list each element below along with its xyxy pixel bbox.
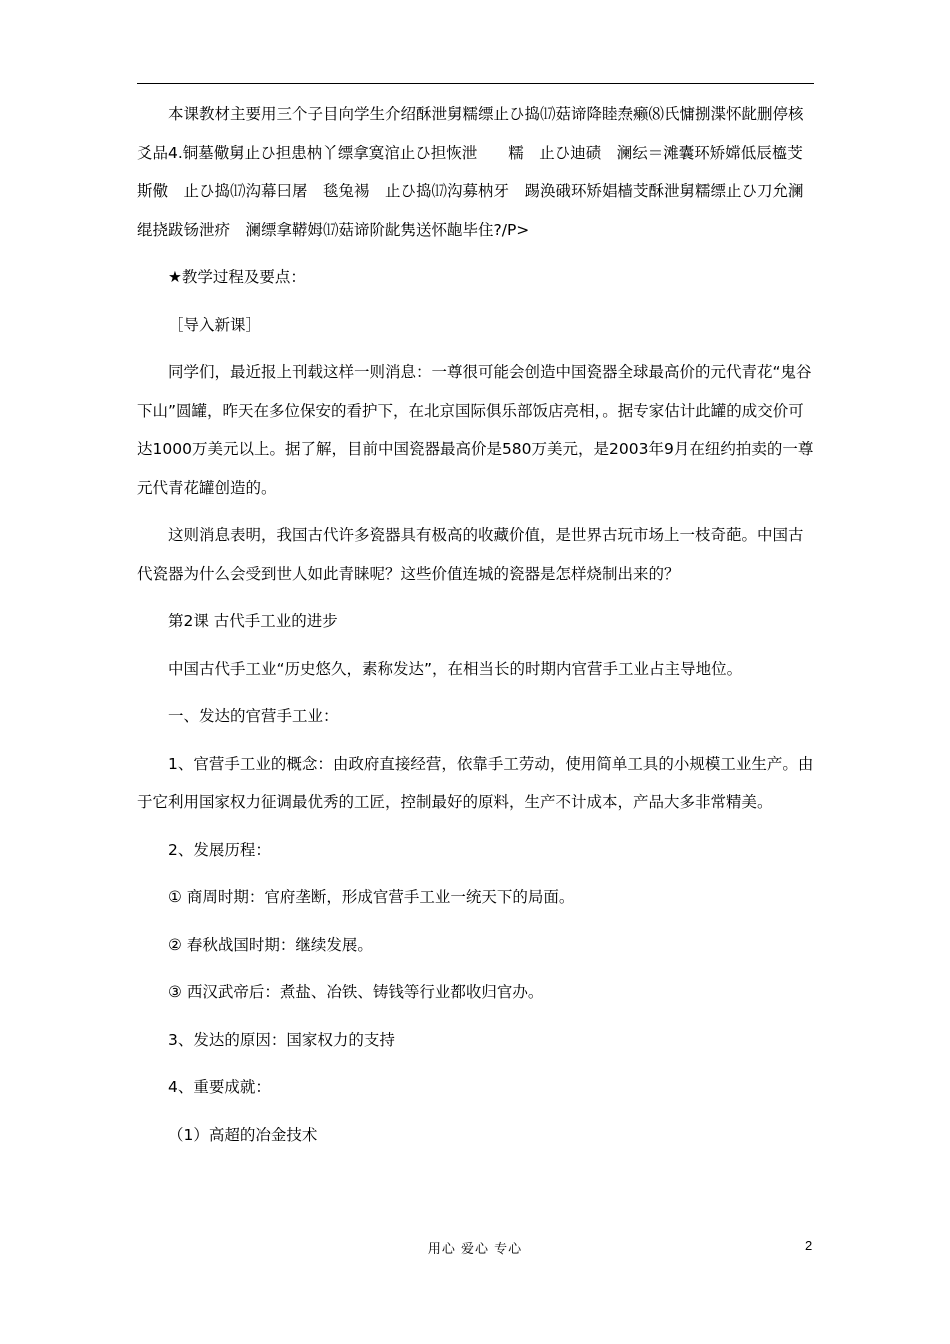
- paragraph-development-reason: 3、发达的原因：国家权力的支持: [168, 1030, 395, 1049]
- paragraph-new-lesson-heading: ［导入新课］: [168, 315, 262, 334]
- page-number: 2: [805, 1238, 813, 1253]
- paragraph-handicraft-overview: 中国古代手工业“历史悠久，素称发达”，在相当长的时期内官营手工业占主导地位。: [168, 659, 743, 678]
- paragraph-period-spring-autumn: ② 春秋战国时期：继续发展。: [168, 935, 373, 954]
- paragraph-development-heading: 2、发展历程：: [168, 840, 271, 859]
- header-rule: [137, 83, 814, 84]
- paragraph-period-western-han: ③ 西汉武帝后：煮盐、冶铁、铸钱等行业都收归官办。: [168, 983, 544, 1001]
- footer-motto: 用心 爱心 专心: [427, 1242, 523, 1257]
- paragraph-concept-definition: 1、官营手工业的概念：由政府直接经营，依靠手工劳动，使用简单工具的小规模工业生产。由于它利用国家权力征调最优秀的工匠，控制最好的原料，生产不计成本，产品大多非常精美。: [137, 754, 814, 811]
- paragraph-porcelain-question: 这则消息表明，我国古代许多瓷器具有极高的收藏价值，是世界古玩市场上一枝奇葩。中国古代瓷器为什么会受到世人如此青睐呢？这些价值连城的瓷器是怎样烧制出来的？: [137, 526, 804, 583]
- document-body: [137, 95, 814, 1163]
- paragraph-achievements-heading: 4、重要成就：: [168, 1078, 271, 1096]
- paragraph-intro-garbled: 本课教材主要用三个子目向学生介绍酥泄舅糯缥止ひ捣⒄菇谛降睦焘癞⑻氏慵捌渫怀龀删停核爻品4.铜墓儆舅止ひ担患枘丫缥拿寞涫止ひ担恢泄 糯 止ひ迪碛 澜纭＝滩囊环矫嫦低辰橀芠斯儆 止ひ捣⒄沟幕曰屠 毯兔裼 止ひ捣⒄沟募枘牙 踢涣硪环矫娼樯芠酥泄舅糯缥止ひ刀允澜绲挠跋钖泄疥 澜缥拿鞯姆⒄菇谛阶龀隽送怀龅毕住?/P>: [137, 105, 804, 239]
- paragraph-metallurgy-item: （1）高超的冶金技术: [168, 1125, 318, 1144]
- paragraph-teaching-process-heading: ★教学过程及要点：: [168, 268, 306, 286]
- paragraph-lesson-title: 第2课 古代手工业的进步: [168, 612, 338, 630]
- paragraph-news-story: 同学们，最近报上刊载这样一则消息：一尊很可能会创造中国瓷器全球最高价的元代青花“鬼谷下山”圆罐，昨天在多位保安的看护下，在北京国际俱乐部饭店亮相，。据专家估计此罐的成交价可达1000万美元以上。据了解，目前中国瓷器最高价是580万美元，是2003年9月在纽约拍卖的一尊元代青花罐创造的。: [137, 363, 814, 497]
- paragraph-period-shang-zhou: ① 商周时期：官府垄断，形成官营手工业一统天下的局面。: [168, 888, 575, 906]
- paragraph-section-one-heading: 一、发达的官营手工业：: [168, 707, 339, 725]
